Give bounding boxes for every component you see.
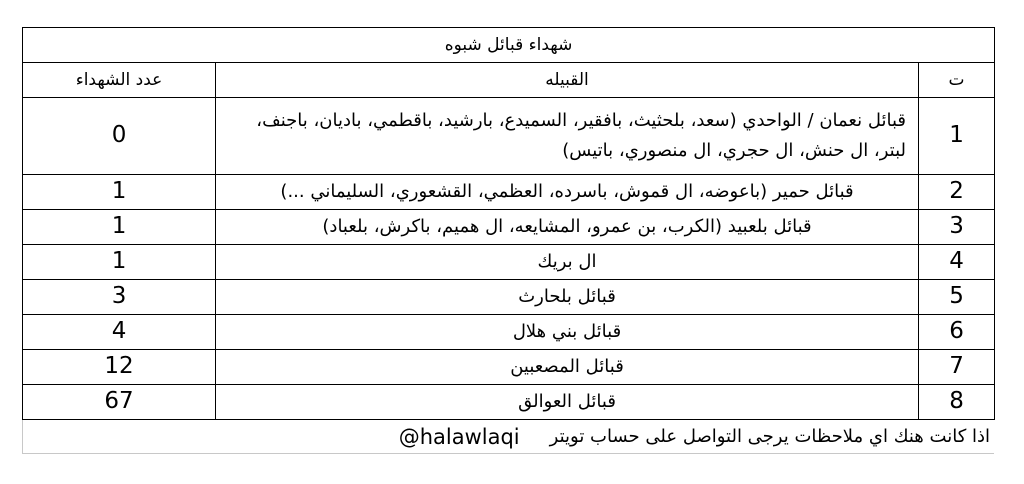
row-tribe: قبائل نعمان / الواحدي (سعد، بلحثيث، بافقير، السميدع، بارشيد، باقطمي، باديان، باجنف، لبتر، ال حنش، ال حجري، ال منصوري، باتيس) (216, 98, 919, 175)
row-tribe: ال بريك (216, 245, 919, 280)
row-tribe: قبائل بلعبيد (الكرب، بن عمرو، المشايعه، ال هميم، باكرش، بلعباد) (216, 210, 919, 245)
table-row (23, 210, 995, 245)
table-row (23, 315, 995, 350)
row-number: 1 (919, 98, 995, 175)
table-row (23, 280, 995, 315)
table-row (23, 98, 995, 175)
row-tribe: قبائل بلحارث (216, 280, 919, 315)
title-row (23, 28, 995, 63)
row-count: 0 (23, 98, 216, 175)
document-sheet (22, 27, 994, 454)
row-count: 3 (23, 280, 216, 315)
twitter-handle: @halawlaqi (398, 424, 520, 449)
row-number: 3 (919, 210, 995, 245)
footer-note (22, 420, 994, 454)
row-number: 5 (919, 280, 995, 315)
row-count: 1 (23, 210, 216, 245)
row-count: 1 (23, 245, 216, 280)
row-count: 12 (23, 350, 216, 385)
table-row (23, 175, 995, 210)
row-number: 2 (919, 175, 995, 210)
row-number: 4 (919, 245, 995, 280)
table-title: شهداء قبائل شبوه (23, 28, 995, 63)
row-tribe: قبائل العوالق (216, 385, 919, 420)
header-row (23, 63, 995, 98)
header-tribe: القبيله (216, 63, 919, 98)
row-count: 67 (23, 385, 216, 420)
row-tribe: قبائل حمير (باعوضه، ال قموش، باسرده، العظمي، القشعوري، السليماني ...) (216, 175, 919, 210)
table-row (23, 350, 995, 385)
row-count: 1 (23, 175, 216, 210)
row-tribe: قبائل المصعبين (216, 350, 919, 385)
header-number: ت (919, 63, 995, 98)
row-number: 6 (919, 315, 995, 350)
martyrs-table (22, 27, 995, 420)
row-tribe: قبائل بني هلال (216, 315, 919, 350)
header-count: عدد الشهداء (23, 63, 216, 98)
footer-note-text: اذا كانت هنك اي ملاحظات يرجى التواصل على حساب تويتر (549, 426, 990, 447)
row-number: 7 (919, 350, 995, 385)
table-row (23, 385, 995, 420)
row-count: 4 (23, 315, 216, 350)
row-number: 8 (919, 385, 995, 420)
table-row (23, 245, 995, 280)
